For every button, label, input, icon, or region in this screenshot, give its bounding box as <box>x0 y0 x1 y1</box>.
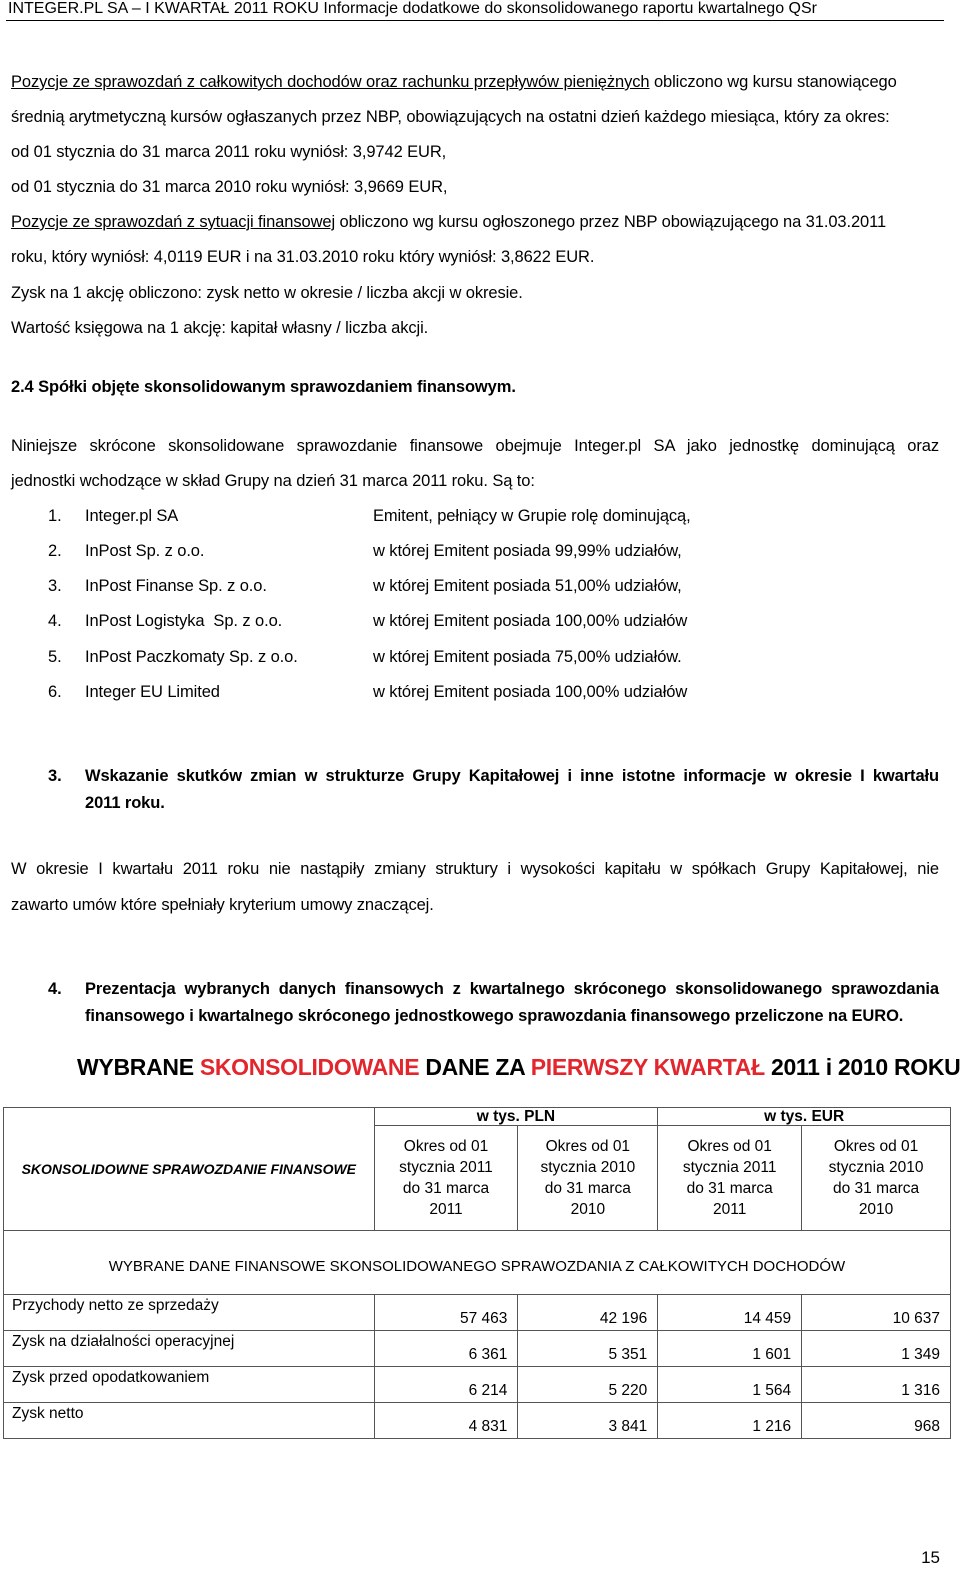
section-3-para-line-2: zawarto umów które spełniały kryterium umowy znaczącej. <box>11 896 434 914</box>
row-label: Zysk netto <box>4 1403 375 1439</box>
section-4-number: 4. <box>48 980 62 998</box>
intro-p1-underlined: Pozycje ze sprawozdań z całkowitych dochodów oraz rachunku przepływów pieniężnych <box>11 73 650 91</box>
period-line: do 31 marca <box>686 1180 773 1197</box>
rate-2011-line: od 01 stycznia do 31 marca 2011 roku wyniósł: 3,9742 EUR, <box>11 143 447 161</box>
banner-part-2: SKONSOLIDOWANE <box>199 1054 420 1080</box>
financial-data-table <box>3 1107 951 1439</box>
section-3-para-line-1: W okresie I kwartału 2011 roku nie nastąpiły zmiany struktury i wysokości kapitału w spółkach Grupy Kapitałowej, nie <box>11 860 939 878</box>
value-cell: 3 841 <box>518 1403 658 1439</box>
row-label: Przychody netto ze sprzedaży <box>4 1295 375 1331</box>
period-line: do 31 marca <box>402 1180 490 1197</box>
company-desc: w której Emitent posiada 75,00% udziałów. <box>373 648 682 666</box>
company-num: 1. <box>48 507 62 525</box>
unit-pln-header: w tys. PLN <box>374 1108 658 1126</box>
table-row <box>4 1331 951 1367</box>
period-line: 2011 <box>429 1201 463 1218</box>
intro-paragraph-1-line-1 <box>11 73 897 92</box>
company-name: InPost Paczkomaty Sp. z o.o. <box>85 648 298 666</box>
period-line: stycznia 2010 <box>540 1159 636 1176</box>
rate-2010-line: od 01 stycznia do 31 marca 2010 roku wyniósł: 3,9669 EUR, <box>11 178 448 196</box>
company-desc: w której Emitent posiada 99,99% udziałów, <box>373 542 682 560</box>
period-line: stycznia 2011 <box>399 1159 493 1176</box>
value-cell: 42 196 <box>518 1295 658 1331</box>
page-number: 15 <box>921 1548 940 1567</box>
unit-eur-header: w tys. EUR <box>658 1108 951 1126</box>
period-header <box>374 1126 518 1231</box>
table-row <box>4 1367 951 1403</box>
value-cell: 1 349 <box>802 1331 951 1367</box>
selected-data-banner <box>77 1054 960 1081</box>
intro-paragraph-1-line-2: średnią arytmetyczną kursów ogłaszanych przez NBP, obowiązujących na ostatni dzień każdego miesiąca, który za okres: <box>11 108 890 126</box>
period-header <box>658 1126 802 1231</box>
intro-paragraph-2-line-2: roku, który wyniósł: 4,0119 EUR i na 31.03.2010 roku który wyniósł: 3,8622 EUR. <box>11 248 595 266</box>
company-num: 6. <box>48 683 62 701</box>
eps-definition: Zysk na 1 akcję obliczono: zysk netto w okresie / liczba akcji w okresie. <box>11 284 523 302</box>
value-cell: 6 361 <box>374 1331 518 1367</box>
period-line: 2010 <box>570 1201 606 1218</box>
value-cell: 5 220 <box>518 1367 658 1403</box>
company-name: InPost Finanse Sp. z o.o. <box>85 577 267 595</box>
section-2-4-heading: 2.4 Spółki objęte skonsolidowanym sprawozdaniem finansowym. <box>11 378 516 396</box>
period-line: stycznia 2011 <box>682 1159 777 1176</box>
banner-part-3: DANE ZA <box>419 1054 531 1080</box>
company-num: 4. <box>48 612 62 630</box>
value-cell: 10 637 <box>802 1295 951 1331</box>
period-line: stycznia 2010 <box>828 1159 924 1176</box>
table-row <box>4 1403 951 1439</box>
banner-part-5: 2011 i 2010 ROKU <box>764 1054 960 1080</box>
company-num: 5. <box>48 648 62 666</box>
company-name: InPost Sp. z o.o. <box>85 542 205 560</box>
intro-p2-rest: obliczono wg kursu ogłoszonego przez NBP obowiązującego na 31.03.2011 <box>335 213 887 231</box>
book-value-definition: Wartość księgowa na 1 akcję: kapitał własny / liczba akcji. <box>11 319 429 337</box>
intro-p2-underlined: Pozycje ze sprawozdań z sytuacji finansowej <box>11 213 336 231</box>
period-header <box>802 1126 951 1231</box>
row-label: Zysk na działalności operacyjnej <box>4 1331 375 1367</box>
period-line: do 31 marca <box>544 1180 631 1197</box>
section-4-heading-line-1: Prezentacja wybranych danych finansowych z kwartalnego skróconego skonsolidowanego sprawozdania <box>85 980 939 998</box>
section-3-heading-line-2: 2011 roku. <box>85 794 165 812</box>
value-cell: 14 459 <box>658 1295 802 1331</box>
company-name: Integer EU Limited <box>85 683 220 701</box>
banner-part-4: PIERWSZY KWARTAŁ <box>530 1054 765 1080</box>
company-name: Integer.pl SA <box>85 507 179 525</box>
section-3-heading-line-1: Wskazanie skutków zmian w strukturze Grupy Kapitałowej i inne istotne informacje w okresie I kwartału <box>85 767 939 785</box>
table-row-header <box>4 1108 375 1231</box>
company-desc: w której Emitent posiada 51,00% udziałów, <box>373 577 682 595</box>
value-cell: 5 351 <box>518 1331 658 1367</box>
section-2-4-para-line-2: jednostki wchodzące w skład Grupy na dzień 31 marca 2011 roku. Są to: <box>11 472 535 490</box>
period-line: Okres od 01 <box>545 1138 631 1155</box>
company-num: 2. <box>48 542 62 560</box>
company-desc: Emitent, pełniący w Grupie rolę dominującą, <box>373 507 691 525</box>
period-line: 2010 <box>858 1201 894 1218</box>
period-line: Okres od 01 <box>687 1138 772 1155</box>
value-cell: 4 831 <box>374 1403 518 1439</box>
value-cell: 1 564 <box>658 1367 802 1403</box>
value-cell: 968 <box>802 1403 951 1439</box>
value-cell: 1 601 <box>658 1331 802 1367</box>
value-cell: 57 463 <box>374 1295 518 1331</box>
period-header <box>518 1126 658 1231</box>
company-name: InPost Logistyka Sp. z o.o. <box>85 612 283 630</box>
intro-paragraph-2-line-1 <box>11 213 886 232</box>
row-label: Zysk przed opodatkowaniem <box>4 1367 375 1403</box>
table-section-title: WYBRANE DANE FINANSOWE SKONSOLIDOWANEGO SPRAWOZDANIA Z CAŁKOWITYCH DOCHODÓW <box>4 1231 951 1295</box>
section-2-4-para-line-1: Niniejsze skrócone skonsolidowane sprawozdanie finansowe obejmuje Integer.pl SA jako jednostkę dominującą oraz <box>11 437 939 455</box>
company-desc: w której Emitent posiada 100,00% udziałów <box>373 683 688 701</box>
value-cell: 6 214 <box>374 1367 518 1403</box>
period-line: Okres od 01 <box>833 1138 919 1155</box>
table-row <box>4 1295 951 1331</box>
period-line: Okres od 01 <box>403 1138 489 1155</box>
section-3-number: 3. <box>48 767 62 785</box>
period-line: 2011 <box>713 1201 747 1218</box>
banner-part-1: WYBRANE <box>77 1054 200 1080</box>
period-line: do 31 marca <box>832 1180 920 1197</box>
intro-p1-rest: obliczono wg kursu stanowiącego <box>649 73 897 91</box>
row-header-label: SKONSOLIDOWNE SPRAWOZDANIE FINANSOWE <box>21 1161 357 1177</box>
header-rule <box>6 20 944 21</box>
company-desc: w której Emitent posiada 100,00% udziałów <box>373 612 688 630</box>
company-num: 3. <box>48 577 62 595</box>
section-4-heading-line-2: finansowego i kwartalnego skróconego jednostkowego sprawozdania finansowego przeliczone na EURO. <box>85 1007 904 1025</box>
value-cell: 1 216 <box>658 1403 802 1439</box>
running-header: INTEGER.PL SA – I KWARTAŁ 2011 ROKU Informacje dodatkowe do skonsolidowanego raportu kwartalnego QSr <box>8 0 817 17</box>
value-cell: 1 316 <box>802 1367 951 1403</box>
